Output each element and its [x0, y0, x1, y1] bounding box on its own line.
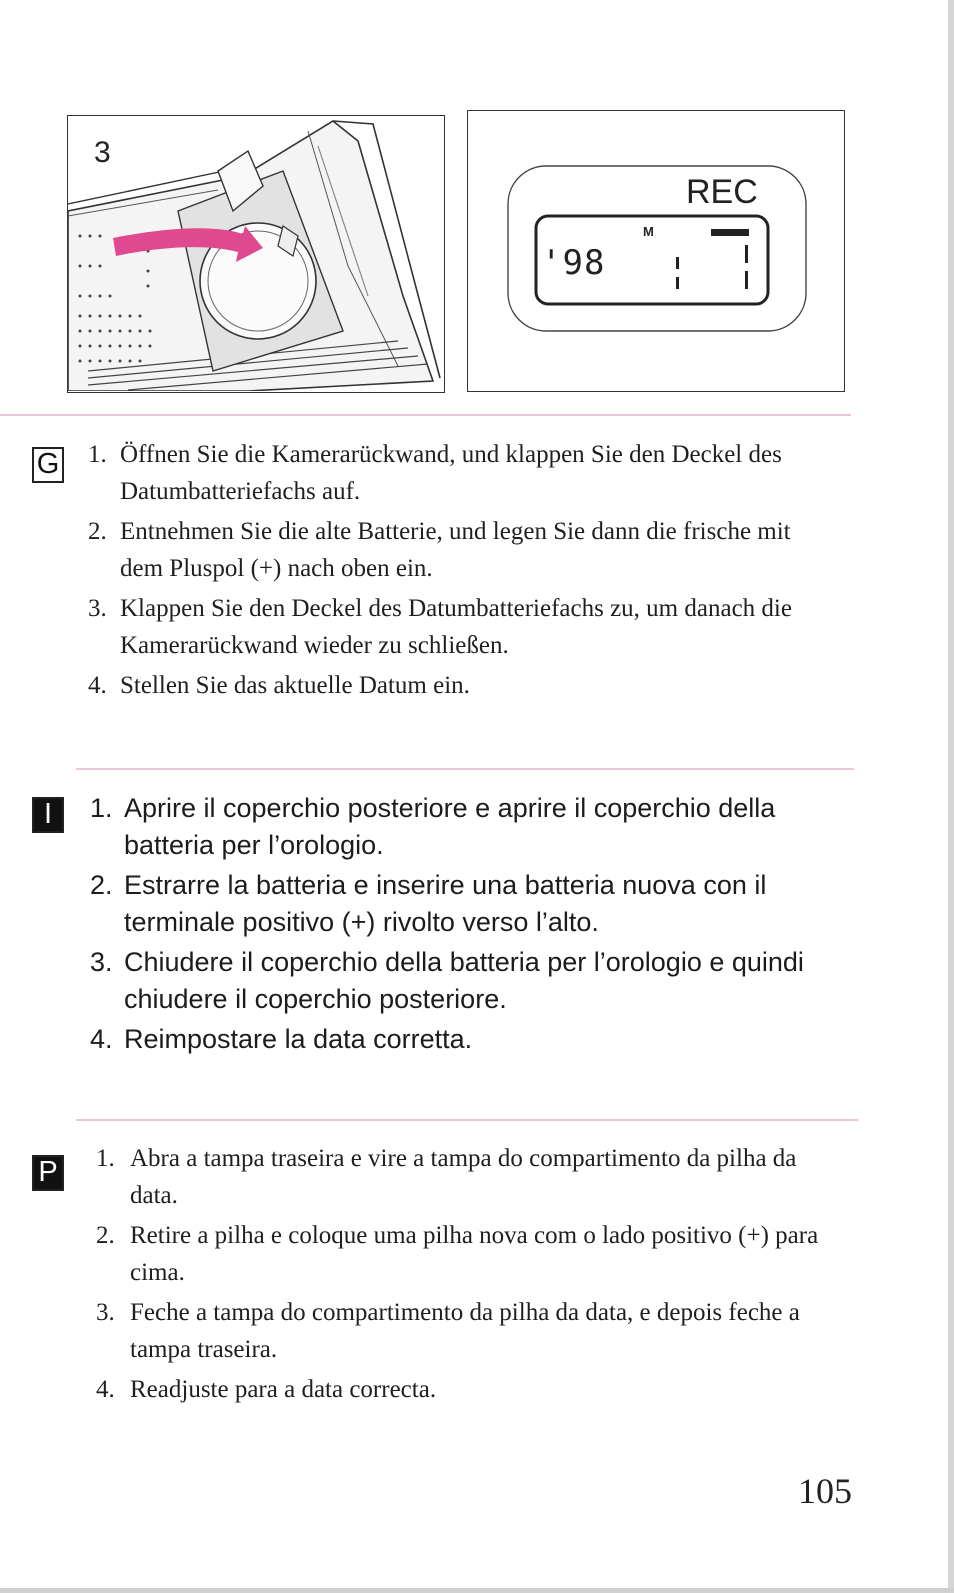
list-item: [96, 1371, 836, 1408]
step-num: 1.: [90, 793, 113, 823]
step-num: 3.: [88, 595, 107, 622]
section-divider: [76, 768, 854, 770]
step-num: 2.: [90, 870, 113, 900]
step-text: Entnehmen Sie die alte Batterie, und legen Sie dann die frische mit dem Pluspol (+) nach oben ein.: [120, 518, 791, 582]
step-num: 2.: [96, 1222, 115, 1249]
list-item: [96, 1217, 836, 1291]
list-item: [96, 1140, 836, 1214]
language-badge-italian: I: [32, 797, 64, 833]
lcd-year-readout: '98: [541, 243, 606, 283]
list-item: [88, 436, 828, 510]
step-number-label: 3: [94, 136, 111, 169]
step-num: 4.: [90, 1024, 113, 1054]
step-text: Feche a tampa do compartimento da pilha da data, e depois feche a tampa traseira.: [130, 1299, 800, 1363]
list-item: [90, 944, 850, 1018]
step-num: 3.: [96, 1299, 115, 1326]
list-item: [96, 1294, 836, 1368]
german-steps: [88, 436, 828, 704]
step-num: 2.: [88, 518, 107, 545]
step-text: Klappen Sie den Deckel des Datumbatteriefachs zu, um danach die Kamerarückwand wieder zu schließen.: [120, 595, 792, 659]
step-num: 4.: [88, 672, 107, 699]
step-text: Aprire il coperchio posteriore e aprire il coperchio della batteria per l’orologio.: [124, 793, 776, 860]
step-text: Readjuste para a data correcta.: [130, 1376, 437, 1403]
step-text: Abra a tampa traseira e vire a tampa do compartimento da pilha da data.: [130, 1145, 797, 1209]
step-text: Estrarre la batteria e inserire una batteria nuova con il terminale positivo (+) rivolto verso l’alto.: [124, 870, 767, 937]
step-text: Chiudere il coperchio della batteria per l’orologio e quindi chiudere il coperchio posteriore.: [124, 947, 804, 1014]
language-badge-german: G: [32, 447, 64, 483]
page-edge-bottom: [0, 1588, 954, 1593]
step-num: 4.: [96, 1376, 115, 1403]
list-item: [90, 1021, 850, 1058]
list-item: [90, 790, 850, 864]
list-item: [88, 590, 828, 664]
page-number: 105: [798, 1471, 852, 1511]
section-divider: [76, 1119, 858, 1121]
language-badge-portuguese: P: [32, 1155, 64, 1191]
step-text: Öffnen Sie die Kamerarückwand, und klappen Sie den Deckel des Datumbatteriefachs auf.: [120, 441, 782, 505]
month-marker: M: [643, 224, 654, 239]
step-text: Reimpostare la data corretta.: [124, 1024, 473, 1054]
list-item: [88, 667, 828, 704]
step-text: Retire a pilha e coloque uma pilha nova com o lado positivo (+) para cima.: [130, 1222, 819, 1286]
lcd-panel-drawing: [468, 111, 843, 389]
step-num: 1.: [96, 1145, 115, 1172]
italian-steps: [90, 790, 850, 1058]
battery-compartment-illustration: [67, 115, 445, 393]
date-display-illustration: [467, 110, 845, 392]
list-item: [88, 513, 828, 587]
portuguese-steps: [96, 1140, 836, 1408]
camera-back-drawing: [68, 116, 443, 391]
step-num: 3.: [90, 947, 113, 977]
rec-mode-label: REC: [686, 173, 758, 211]
section-divider: [0, 414, 851, 416]
page-edge-right: [948, 0, 954, 1593]
list-item: [90, 867, 850, 941]
step-num: 1.: [88, 441, 107, 468]
step-text: Stellen Sie das aktuelle Datum ein.: [120, 672, 470, 699]
